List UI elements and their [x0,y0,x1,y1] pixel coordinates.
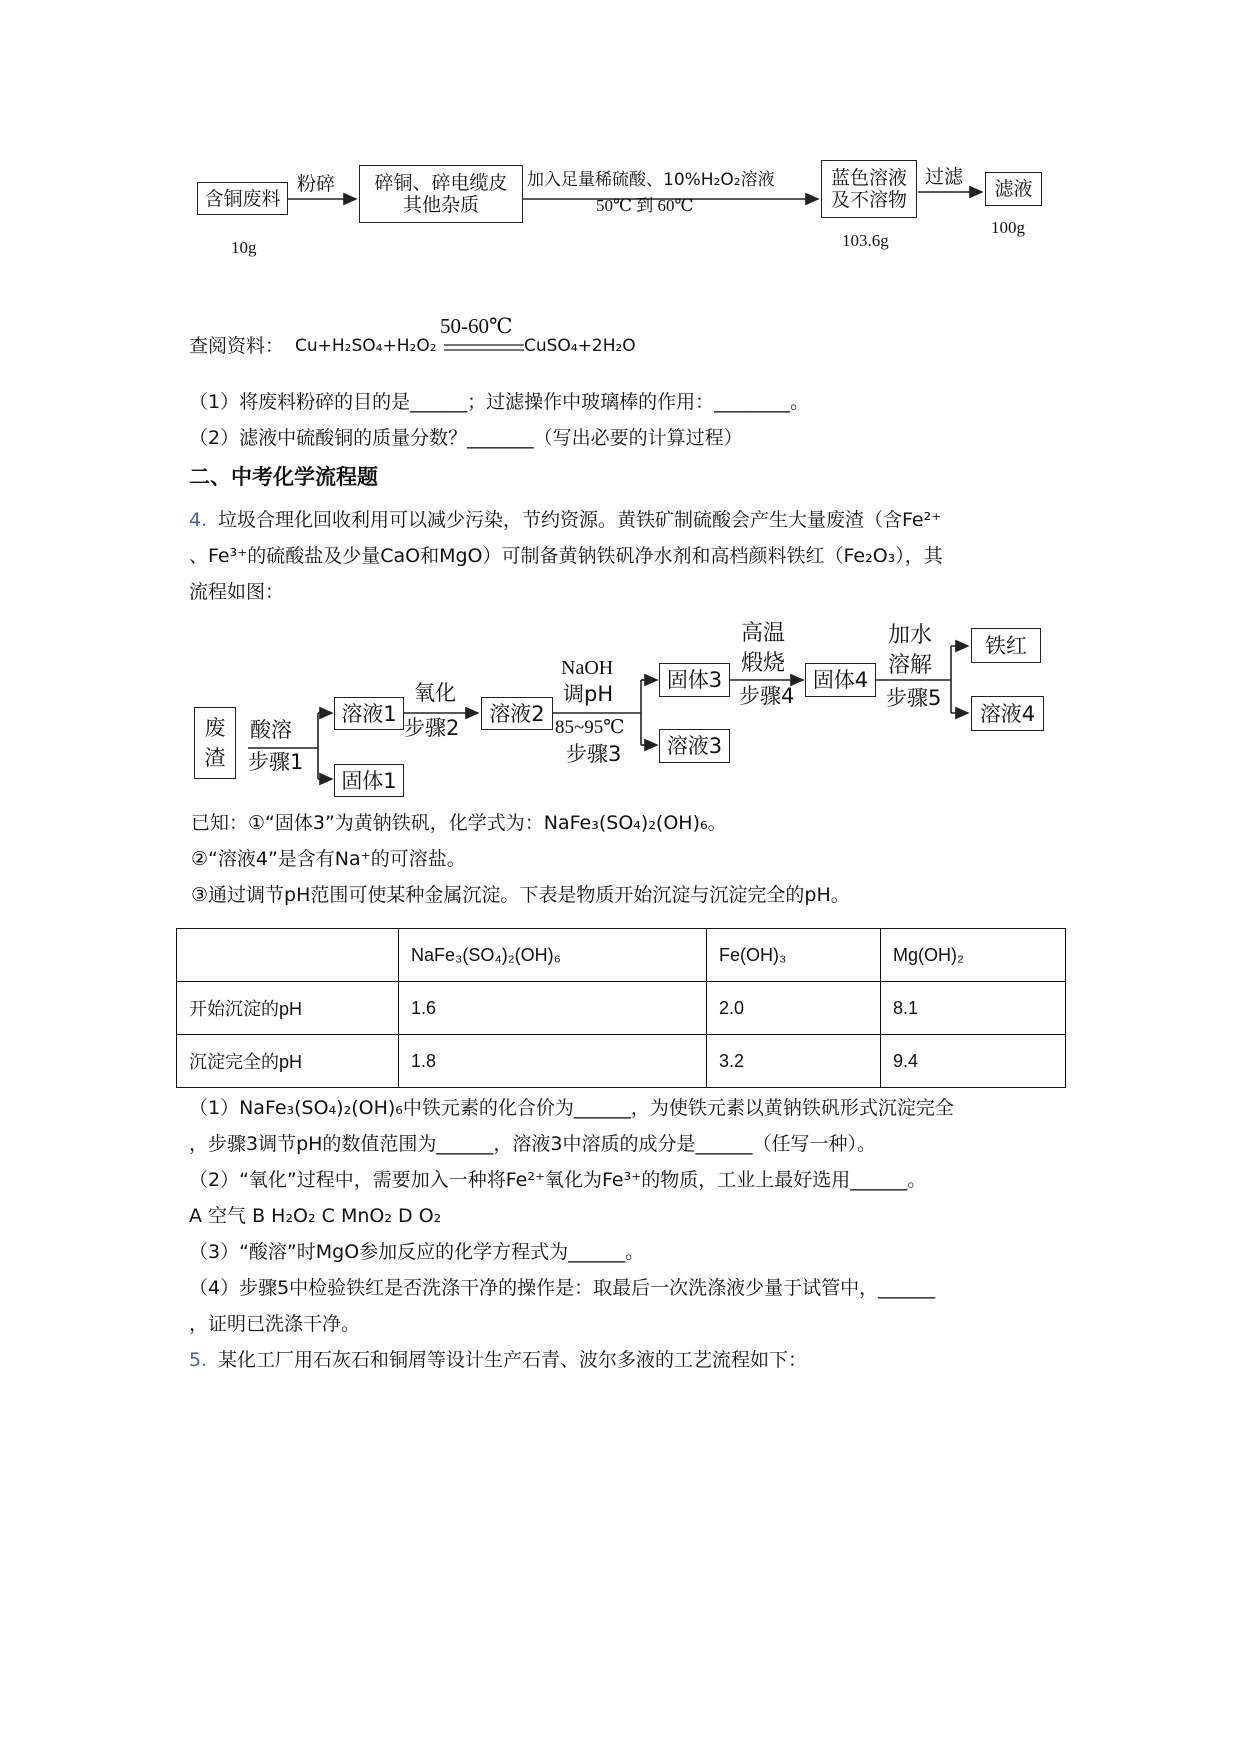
box-solution2 [481,697,553,730]
arrow3-label: 过滤 [925,166,964,188]
box-solution3 [659,729,730,763]
raw-mass: 10g [231,238,257,257]
table-row [177,1035,1066,1088]
known-2: ②“溶液4”是含有Na⁺的可溶盐。 [191,848,466,870]
q4-sub3: （3）“酸溶”时MgO参加反应的化学方程式为______。 [189,1241,645,1263]
reference-reactants: Cu+H₂SO₄+H₂O₂ [295,336,437,356]
table-cell: 8.1 [881,982,1066,1035]
table-cell: 开始沉淀的pH [177,982,399,1035]
known-3: ③通过调节pH范围可使某种金属沉淀。下表是物质开始沉淀与沉淀完全的pH。 [191,884,850,906]
box-solid4-label: 固体4 [812,668,869,692]
box-raw-material [197,182,288,215]
reference-products: CuSO₄+2H₂O [524,336,636,356]
label-naoh: NaOH [561,657,614,679]
box-waste [194,707,236,779]
ph-table [176,928,1066,1088]
box-iron-red [971,628,1041,663]
filtrate-mass: 100g [991,218,1025,237]
table-row [177,982,1066,1035]
section-title: 二、中考化学流程题 [189,465,378,489]
q4-number: 4. [189,509,208,531]
box-solid1-label: 固体1 [341,768,397,793]
table-cell: 2.0 [707,982,881,1035]
box-solid3 [659,663,730,697]
box-crushed-line1: 碎铜、碎电缆皮 [374,172,508,194]
box-solid3-label: 固体3 [666,668,723,692]
box-crushed-line2: 其他杂质 [402,194,479,216]
box-blue-solution [821,160,917,218]
box-crushed [359,165,523,223]
box-filtrate [985,172,1042,206]
box-solid4 [805,663,876,697]
q4-sub1-line1: （1）NaFe₃(SO₄)₂(OH)₆中铁元素的化合价为______，为使铁元素以黄钠铁矾形式沉淀完全 [189,1097,954,1119]
label-add-water: 加水 [888,623,933,648]
known-1: 已知：①“固体3”为黄钠铁矾，化学式为：NaFe₃(SO₄)₂(OH)₆。 [191,812,727,834]
q4-sub4-line1: （4）步骤5中检验铁红是否洗涤干净的操作是：取最后一次洗涤液少量于试管中，______ [189,1277,936,1299]
arrow2-label-line1: 加入足量稀硫酸、10%H₂O₂溶液 [527,170,775,190]
label-step3: 步骤3 [566,742,622,766]
q4-sub2-line1: （2）“氧化”过程中，需要加入一种将Fe²⁺氧化为Fe³⁺的物质，工业上最好选用______。 [189,1169,927,1191]
box-solution4-label: 溶液4 [979,701,1036,726]
q5-text: 某化工厂用石灰石和铜屑等设计生产石青、波尔多液的工艺流程如下： [218,1349,808,1371]
q5-number: 5. [189,1349,208,1371]
table-cell: 沉淀完全的pH [177,1035,399,1088]
box-solution3-label: 溶液3 [666,734,723,758]
label-step5: 步骤5 [886,686,942,710]
label-calcine: 煅烧 [741,651,786,676]
table-header-cell: Mg(OH)₂ [881,929,1066,982]
label-step2: 步骤2 [404,716,460,740]
box-waste-line2: 渣 [204,746,226,770]
table-header-cell: NaFe₃(SO₄)₂(OH)₆ [399,929,707,982]
label-temperature: 85~95℃ [555,717,625,738]
box-iron-red-label: 铁红 [985,633,1027,658]
box-solution2-label: 溶液2 [489,701,545,726]
q3-sub2: （2）滤液中硫酸铜的质量分数？_______（写出必要的计算过程） [189,427,743,449]
q4-sub4-line2: ，证明已洗涤干净。 [189,1313,361,1335]
table-header-cell: Fe(OH)₃ [707,929,881,982]
reference-label: 查阅资料： [189,335,285,357]
label-dissolve: 溶解 [888,653,933,678]
box-blue-line2: 及不溶物 [830,189,907,211]
table-cell: 1.6 [399,982,707,1035]
arrow1-label: 粉碎 [297,173,336,195]
label-adjust-ph: 调pH [563,682,614,706]
label-acid: 酸溶 [250,718,292,742]
box-waste-line1: 废 [204,716,226,740]
label-oxidation: 氧化 [414,681,456,705]
q4-line1: 垃圾合理化回收利用可以减少污染，节约资源。黄铁矿制硫酸会产生大量废渣（含Fe²⁺ [218,509,942,531]
table-cell: 1.8 [399,1035,707,1088]
box-filtrate-label: 滤液 [994,178,1033,200]
arrow2-label-line2: 50℃ 到 60℃ [596,196,694,215]
box-solution4 [971,696,1044,731]
box-solution1 [334,697,404,730]
q4-line3: 流程如图： [189,581,285,603]
label-high-temp: 高温 [741,621,786,646]
q3-sub1: （1）将废料粉碎的目的是______；过滤操作中玻璃棒的作用：________。 [189,391,810,413]
label-step4: 步骤4 [739,684,795,708]
table-cell: 3.2 [707,1035,881,1088]
reference-condition: 50-60℃ [440,314,513,338]
q4-line2: 、Fe³⁺的硫酸盐及少量CaO和MgO）可制备黄钠铁矾净水剂和高档颜料铁红（Fe₂O₃），其 [189,545,943,567]
box-blue-line1: 蓝色溶液 [830,167,907,189]
table-header-row [177,929,1066,982]
box-raw-label: 含铜废料 [204,187,281,210]
q4-sub2-options: A 空气 B H₂O₂ C MnO₂ D O₂ [189,1205,442,1227]
blue-mass: 103.6g [842,231,889,250]
box-solid1 [334,764,404,797]
box-solution1-label: 溶液1 [341,701,397,726]
label-step1: 步骤1 [248,750,304,774]
q4-sub1-line2: ，步骤3调节pH的数值范围为______，溶液3中溶质的成分是______（任写一种）。 [189,1133,877,1155]
table-header-cell [177,929,399,982]
table-cell: 9.4 [881,1035,1066,1088]
